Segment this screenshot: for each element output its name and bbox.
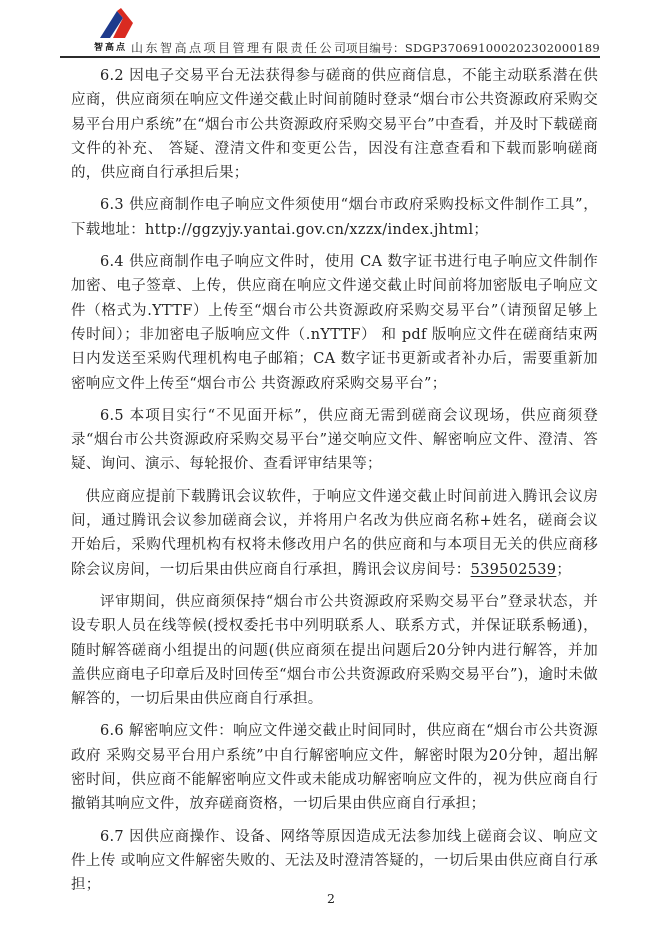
page-number: 2 bbox=[327, 891, 335, 906]
paragraph-6-4: 6.4 供应商制作电子响应文件时，使用 CA 数字证书进行电子响应文件制作加密、电子签章、上传，供应商在响应文件递交截止时间前将加密版电子响应文件（格式为.YTTF）上传至“烟台市公共资源政府采购交易平台”（请预留足够上传时间）；非加密电子版响应文件（.nYTTF） 和 pdf 版响应文件在磋商结束两日内发送至采购代理机构电子邮箱；CA 数字证书更新或者补办后，需要重新加密响应文件上传至“烟台市公 共资源政府采购交易平台”； bbox=[71, 254, 598, 392]
project-number bbox=[346, 40, 600, 56]
tencent-meeting-text-end: ； bbox=[556, 561, 572, 578]
paragraph-tencent-meeting bbox=[71, 485, 598, 582]
paragraph-6-5: 6.5 本项目实行“不见面开标”，供应商无需到磋商会议现场，供应商须登录“烟台市公共资源政府采购交易平台”递交响应文件、解密响应文件、澄清、答疑、询问、演示、每轮报价、查看评审结果等； bbox=[71, 407, 598, 473]
logo-wordmark: 智高点 bbox=[94, 43, 128, 53]
paragraph-review-period: 评审期间，供应商须保持“烟台市公共资源政府采购交易平台”登录状态，并设专职人员在线等候(授权委托书中列明联系人、联系方式，并保证联系畅通)，随时解答磋商小组提出的问题(供应商须在提出问题后20分钟内进行解答，并加盖供应商电子印章后及时回传至“烟台市公共资源政府采购交易平台”)，逾时未做解答的，一切后果由供应商自行承担。 bbox=[71, 593, 598, 708]
company-name: 山东智高点项目管理有限责任公司 bbox=[131, 41, 349, 55]
paragraph-6-6: 6.6 解密响应文件：响应文件递交截止时间同时，供应商在“烟台市公共资源政府 采购交易平台用户系统”中自行解密响应文件，解密时限为20分钟，超出解密时间，供应商不能解密响应文件或未能成功解密响应文件的，视为供应商自行撤销其响应文件，放弃磋商资格，一切后果由供应商自行承担； bbox=[71, 723, 598, 813]
project-number-value: SDGP370691000202302000189 bbox=[404, 41, 600, 55]
paragraph-6-3: 6.3 供应商制作电子响应文件须使用“烟台市政府采购投标文件制作工具”，下载地址：http://ggzyjy.yantai.gov.cn/xzzx/index.jhtml； bbox=[71, 197, 598, 238]
header-divider bbox=[60, 56, 600, 58]
project-number-label: 项目编号： bbox=[345, 41, 405, 55]
tencent-meeting-text: 供应商应提前下载腾讯会议软件，于响应文件递交截止时间前进入腾讯会议房间，通过腾讯会议参加磋商会议，并将用户名改为供应商名称+姓名，磋商会议开始后，采购代理机构有权将未修改用户名的供应商和与本项目无关的供应商移除会议房间，一切后果由供应商自行承担，腾讯会议房间号： bbox=[71, 488, 598, 578]
meeting-room-number: 539502539 bbox=[470, 561, 557, 578]
mountain-logo-icon bbox=[100, 8, 146, 38]
paragraph-6-2: 6.2 因电子交易平台无法获得参与磋商的供应商信息，不能主动联系潜在供应商，供应商须在响应文件递交截止时间前随时登录“烟台市公共资源政府采购交易平台用户系统”在“烟台市公共资源政府采购交易平台”中查看，并及时下载磋商文件的补充、 答疑、澄清文件和变更公告，因没有注意查看和下载而影响磋商的，供应商自行承担后果； bbox=[71, 68, 598, 182]
paragraph-6-7: 6.7 因供应商操作、设备、网络等原因造成无法参加线上磋商会议、响应文件上传 或响应文件解密失败的、无法及时澄清答疑的，一切后果由供应商自行承担； bbox=[71, 828, 598, 894]
document-body bbox=[71, 64, 598, 906]
